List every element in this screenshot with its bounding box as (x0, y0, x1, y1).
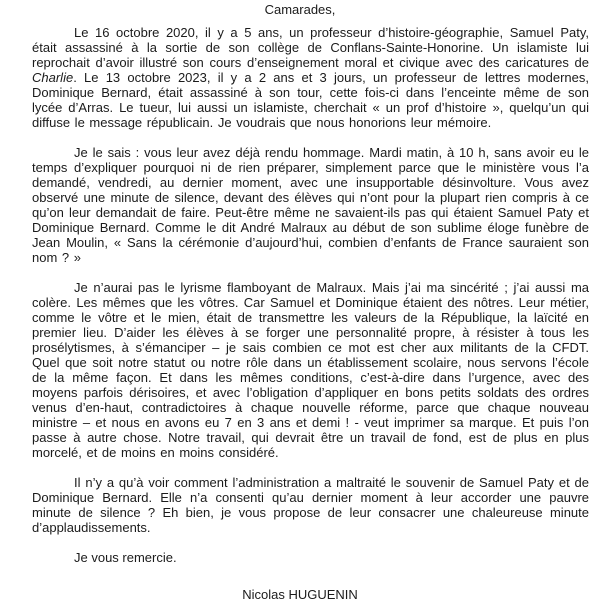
closing-line: Je vous remercie. (74, 550, 177, 565)
paragraph (32, 145, 589, 265)
paragraph-text: . Le 13 octobre 2023, il y a 2 ans et 3 jours, un professeur de lettres modernes, Dominique Bernard, était assassiné à son tour, cette fois-ci dans l’enceinte même de son lycée d’Arras. Le tueur, lui aussi un islamiste, cherchait « un prof d’histoire », quelqu’un qui diffuse le message républicain. Je voudrais que nous honorions leur mémoire. (32, 70, 589, 130)
paragraph (32, 25, 589, 130)
letter-body (32, 25, 589, 535)
paragraph (32, 475, 589, 535)
italic-publication-name: Charlie (32, 70, 74, 85)
salutation: Camarades, (264, 2, 336, 17)
paragraph-text: Je n’aurai pas le lyrisme flamboyant de Malraux. Mais j’ai ma sincérité ; j’ai aussi ma colère. Les mêmes que les vôtres. Car Samuel et Dominique étaient des nôtres. Leur métier, comme le vôtre et le mien, était de transmettre les valeurs de la République, la laïcité en premier lieu. D’aider les élèves à se forger une personnalité propre, à résister à tous les prosélytismes, à s’émanciper – je sais combien ce mot est cher aux militants de la CFDT. Quel que soit notre statut ou notre rôle dans un établissement scolaire, nous servons l’école de la même façon. Et dans les mêmes conditions, c’est-à-dire dans l’urgence, avec des moyens parfois dérisoires, et avec l’obligation d’appliquer en bons petits soldats des ordres venus d’en-haut, contradictoires à chaque nouvelle réforme, parce que chaque nouveau ministre – et nous en avons eu 7 en 3 ans et demi ! - veut imprimer sa marque. Et puis l’on passe à autre chose. Notre travail, qui devrait être un travail de fond, est de plus en plus morcelé, et de moins en moins considéré. (32, 280, 589, 460)
signature-name: Nicolas HUGUENIN (242, 587, 358, 602)
paragraph (32, 280, 589, 460)
paragraph-text: Il n’y a qu’à voir comment l’administration a maltraité le souvenir de Samuel Paty et de Dominique Bernard. Elle n’a consenti qu’au dernier moment à leur accorder une pauvre minute de silence ? Eh bien, je vous propose de leur consacrer une chaleureuse minute d’applaudissements. (32, 475, 589, 535)
paragraph-text: Le 16 octobre 2020, il y a 5 ans, un professeur d’histoire-géographie, Samuel Paty, était assassiné à la sortie de son collège de Conflans-Sainte-Honorine. Un islamiste lui reprochait d’avoir illustré son cours d’enseignement moral et civique avec des caricatures de (32, 25, 589, 70)
paragraph-text: Je le sais : vous leur avez déjà rendu hommage. Mardi matin, à 10 h, sans avoir eu le temps d’expliquer pourquoi ni de rien préparer, simplement parce que le ministère vous l’a demandé, vendredi, au dernier moment, avec une insupportable désinvolture. Vous avez observé une minute de silence, devant des élèves qui n’ont pour la plupart rien compris à ce qu’on leur demandait de faire. Peut-être même ne savaient-ils pas qui étaient Samuel Paty et Dominique Bernard. Comme le dit André Malraux au début de son sublime éloge funèbre de Jean Moulin, « Sans la cérémonie d’aujourd’hui, combien d’enfants de France sauraient son nom ? » (32, 145, 589, 265)
